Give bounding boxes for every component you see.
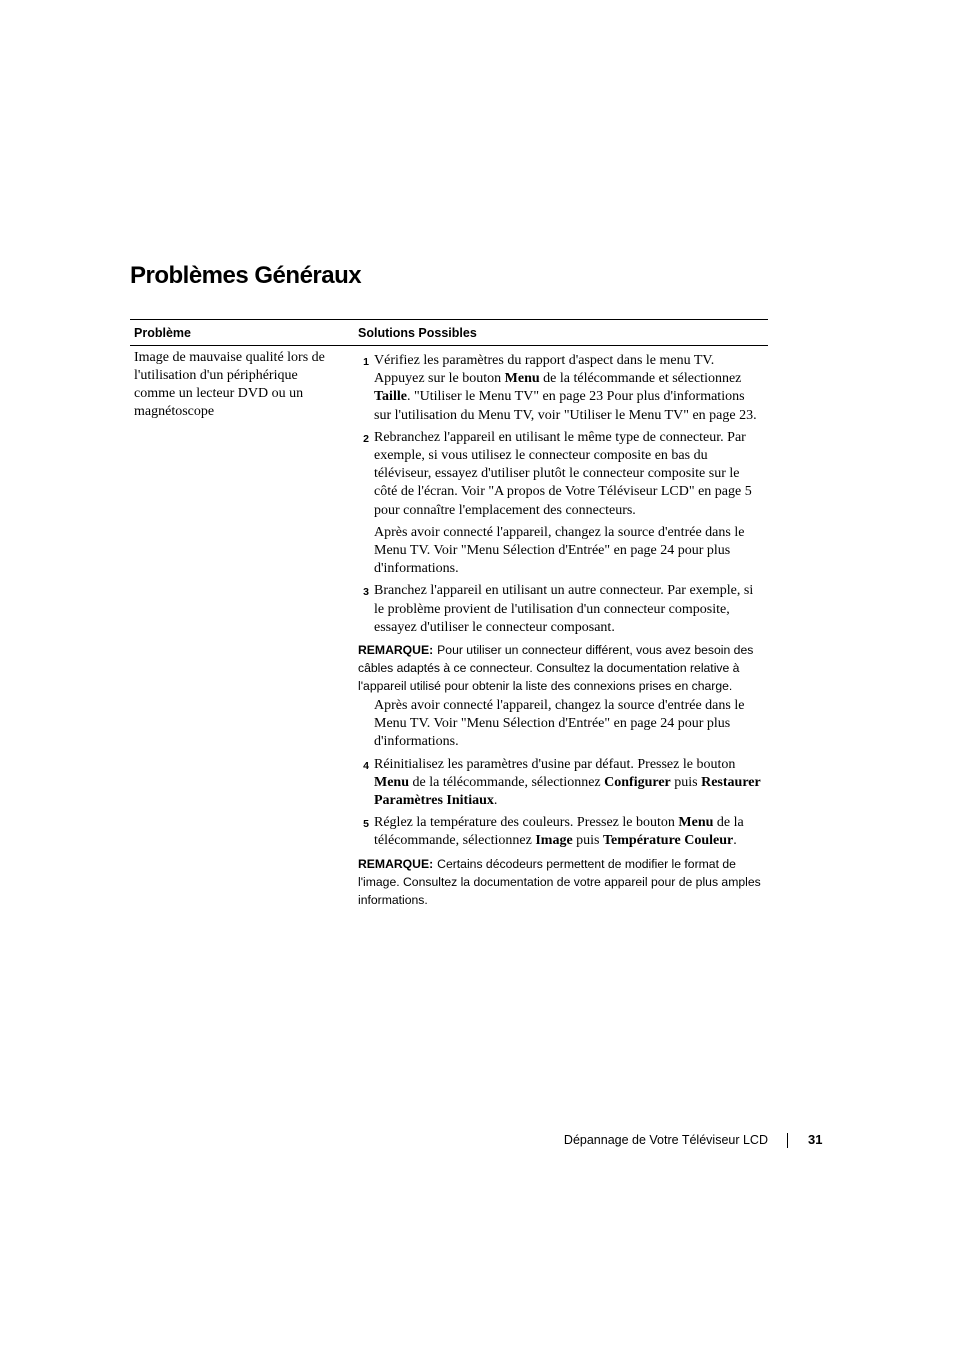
step-text: Vérifiez les paramètres du rapport d'aspect dans le menu TV. Appuyez sur le bouton Menu de la télécommande et sélectionnez Taille. "Utiliser le Menu TV" en page 23 Pour plus d'informations sur l'utilisation du Menu TV, voir "Utiliser le Menu TV" en page 23. bbox=[374, 353, 757, 423]
step-number: 2 bbox=[363, 432, 369, 445]
step-text: Branchez l'appareil en utilisant un autre connecteur. Par exemple, si le problème provient de l'utilisation d'un connecteur composite, essayez d'utiliser le connecteur composant. bbox=[374, 583, 754, 635]
footer-separator bbox=[787, 1133, 788, 1148]
table-row bbox=[130, 346, 768, 911]
page-number: 31 bbox=[808, 1132, 823, 1147]
note-remarque-2 bbox=[358, 855, 766, 909]
note-label: REMARQUE: bbox=[358, 643, 434, 658]
step-number: 1 bbox=[363, 356, 369, 368]
troubleshooting-table bbox=[130, 319, 768, 911]
step-text: Réglez la température des couleurs. Pressez le bouton Menu de la télécommande, sélectionnez Image puis Température Couleur. bbox=[374, 815, 744, 849]
header-solutions: Solutions Possibles bbox=[358, 325, 477, 340]
note-label: REMARQUE: bbox=[358, 856, 434, 871]
page-footer bbox=[0, 1131, 954, 1151]
step-text: Réinitialisez les paramètres d'usine par défaut. Pressez le bouton Menu de la télécommande, sélectionnez Configurer puis Restaurer Paramètres Initiaux. bbox=[374, 756, 761, 809]
problem-cell bbox=[130, 348, 356, 911]
page-title: Problèmes Généraux bbox=[130, 262, 362, 289]
note-remarque-1 bbox=[358, 641, 766, 695]
footer-title: Dépannage de Votre Téléviseur LCD bbox=[563, 1133, 768, 1147]
solution-step-5 bbox=[358, 814, 768, 850]
step-text: Rebranchez l'appareil en utilisant le même type de connecteur. Par exemple, si vous utilisez le connecteur composite en bas du téléviseur, essayez d'utiliser plutôt le connecteur composite sur le côté de l'écran. Voir "A propos de Votre Téléviseur LCD" en page 5 pour connaître l'emplacement des connecteurs. bbox=[374, 429, 752, 518]
step-number: 4 bbox=[363, 759, 369, 772]
note-text: Certains décodeurs permettent de modifier le format de l'image. Consultez la documentation de votre appareil pour de plus amples informations. bbox=[358, 856, 761, 907]
note-text: Pour utiliser un connecteur différent, vous avez besoin des câbles adaptés à ce connecteur. Consultez la documentation relative à l'appareil utilisé pour obtenir la liste des connexions prises en charge. bbox=[358, 643, 754, 694]
header-problem: Problème bbox=[134, 325, 191, 340]
after-note-paragraph: Après avoir connecté l'appareil, changez la source d'entrée dans le Menu TV. Voir "Menu Sélection d'Entrée" en page 24 pour plus d'informations. bbox=[374, 698, 745, 750]
step-2-followup: Après avoir connecté l'appareil, changez la source d'entrée dans le Menu TV. Voir "Menu Sélection d'Entrée" en page 24 pour plus d'informations. bbox=[374, 524, 745, 577]
solutions-cell bbox=[356, 348, 768, 911]
solution-step-4 bbox=[358, 756, 768, 811]
solution-step-1 bbox=[358, 352, 768, 425]
step-number: 3 bbox=[363, 586, 369, 599]
table-header bbox=[130, 320, 768, 346]
problem-text: Image de mauvaise qualité lors de l'utilisation d'un périphérique comme un lecteur DVD ou un magnétoscope bbox=[134, 350, 325, 419]
solution-step-3 bbox=[358, 582, 768, 637]
solution-step-2 bbox=[358, 429, 768, 520]
step-number: 5 bbox=[363, 818, 369, 831]
